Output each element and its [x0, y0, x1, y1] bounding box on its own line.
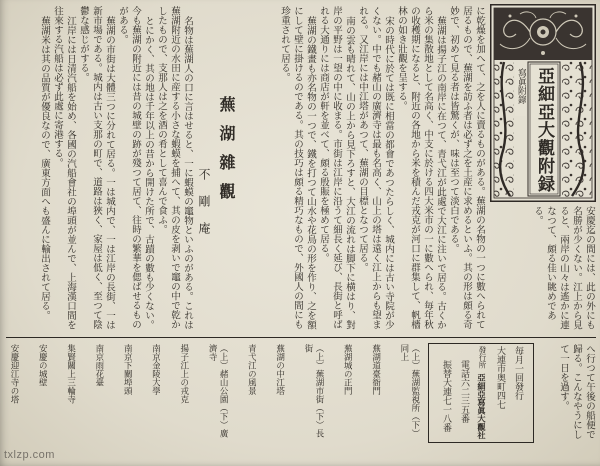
right-article-ending-block	[540, 344, 596, 446]
right-article-lead-block	[490, 206, 596, 332]
article-title: 蕪湖雜觀	[217, 96, 236, 212]
publisher-box	[428, 343, 534, 443]
photo-caption: 安慶の城壁	[37, 344, 48, 387]
right-article-paragraph: 蕪湖の鐵畫も亦名物の一つで、鐵を打つて山水や花鳥の形を作り、之を額にして壁に掛けるのである。其の技巧は頗る精巧なもので、外國人の間にも珍重されて居る。	[279, 6, 316, 329]
right-article-lead: 安慶迄の間には、此の外にも名勝が少くない。江上から見ると、兩岸の山々は遙かに連なつて、頗る佳い眺めである。	[532, 206, 595, 330]
photo-caption: 蕪湖の中江塔	[274, 344, 285, 395]
article-paragraph: 蕪湖の市街は大體三つに分れて居る。一は城内で、一は江岸の長街、一は新市場である。城内は古い支那の町で、道路は狹く、家屋は低く、至つて陰鬱な感じがする。	[78, 6, 115, 329]
publisher-label: 發行所	[478, 346, 487, 369]
article-paragraph: 名物は蕪湖人の口に言はせると、一に蝦蟆の竈物といふのがある。これは蕪湖附近の水田に産する小さな蝦蟆を捕へて、其の皮を剥いで竈の中で乾かしたもので、支那人は之を酒の肴として喜んで食ふ。	[156, 6, 193, 329]
right-article-ending: へ行つて午後の船便で歸る。こんなやうにして一日を過す。	[558, 344, 595, 439]
photo-caption: 揚子江上の戎克	[178, 344, 189, 404]
tier-divider	[6, 337, 596, 338]
article-paragraph: 蕪湖米は其の品質が優良なので、廣東方面へも盛んに輸出されて居る。	[39, 15, 50, 320]
article-paragraph: とにかく、其の地は千年以上の昔から開けた所で、古蹟の數も少くない。今も蕪湖の附近には昔の城壁の跡が殘つて居て、往時の繁華を偲ばせるものがある。	[117, 6, 154, 329]
right-article-paragraph: 南の雲も晴れて、山の上から見下ろすと、大江の流れは脚下に横はり、對岸の平野は一望の中に收まる。市街は江岸に沿うて細長く延び、長街と呼ばれる大通りには商店が軒を並べて、頗る殷賑を極めて居る。	[318, 6, 355, 329]
publisher-line	[473, 346, 491, 440]
photo-caption: 青弋江の風景	[246, 344, 257, 395]
photo-caption: 南京金陵大學	[150, 344, 161, 395]
photo-caption: （上）蕪湖監視所（下）同上	[398, 344, 420, 438]
right-article-paragraph: 宋の時代に於ては既に相當の都會であつたらしく、城内には古い寺院が少くない。中でも赭山の廣濟寺は最も名高く、山上の塔は遠く江上からも望まれる。又江岸には中江塔があつて、蕪湖の目標となつて居る。	[357, 6, 394, 329]
masthead-box	[490, 4, 596, 202]
publisher-transfer: 振替大連七一八番	[441, 360, 451, 432]
masthead-title: 亞細亞大觀附録	[534, 67, 554, 193]
article-author: 不剛庵	[197, 168, 211, 249]
photo-caption: （上）赭山公園（下）廣濟寺	[207, 344, 229, 438]
photo-caption: 安慶迎江寺の塔	[9, 344, 19, 404]
article-body-block	[8, 6, 194, 332]
photo-caption: 蕪湖城の正門	[342, 344, 353, 395]
photo-caption: 南京雨花臺	[93, 344, 104, 387]
photo-caption: 集賢關上三輪寺	[65, 344, 76, 404]
publisher-name: 亞細亞寫眞大觀社	[477, 373, 487, 439]
watermark: txlzp.com	[4, 449, 55, 461]
article-paragraph: 江岸には日清汽船を始め、各國の汽船會社の埠頭が並んで、上海漢口間を往來する汽船は必ず此處に寄港する。	[52, 6, 76, 329]
publisher-frequency: 毎月一回發行	[513, 346, 523, 400]
photo-caption: 蕪湖道臺衙門	[370, 344, 381, 395]
right-article-paragraph: 蕪湖は揚子江の南岸に在つて、青弋江が此處で大江に注いで居る。古くから米の集散地として名高く、中支に於ける四大米市の一に數へられ、毎年秋の收穫期になると、附近の各地から米を積んだ戎克が河口に群集して、帆檣林の如き壯觀を呈する。	[396, 6, 446, 329]
masthead-subtitle: 寫眞附錄	[515, 68, 526, 116]
right-article-block	[248, 6, 486, 332]
publisher-phone: 電話六二三五番	[459, 360, 469, 423]
photo-caption: （上）蕪湖市街（下）長街	[302, 344, 324, 438]
photo-caption-list	[8, 344, 420, 446]
publisher-address: 大連市奥町四七	[495, 346, 505, 409]
photo-caption: 南京下關埠頭	[122, 344, 133, 395]
right-article-paragraph: に乾燥を加へて、之を人に賣るものがある。蕪湖の名物の一つに數へられて居るもので、蕪湖を訪ふ者は必ず之を土産に求めるといふ。其の形は頗る奇妙で、初めて見る者は皆驚くが、味は至つて淡白である。	[448, 6, 485, 329]
